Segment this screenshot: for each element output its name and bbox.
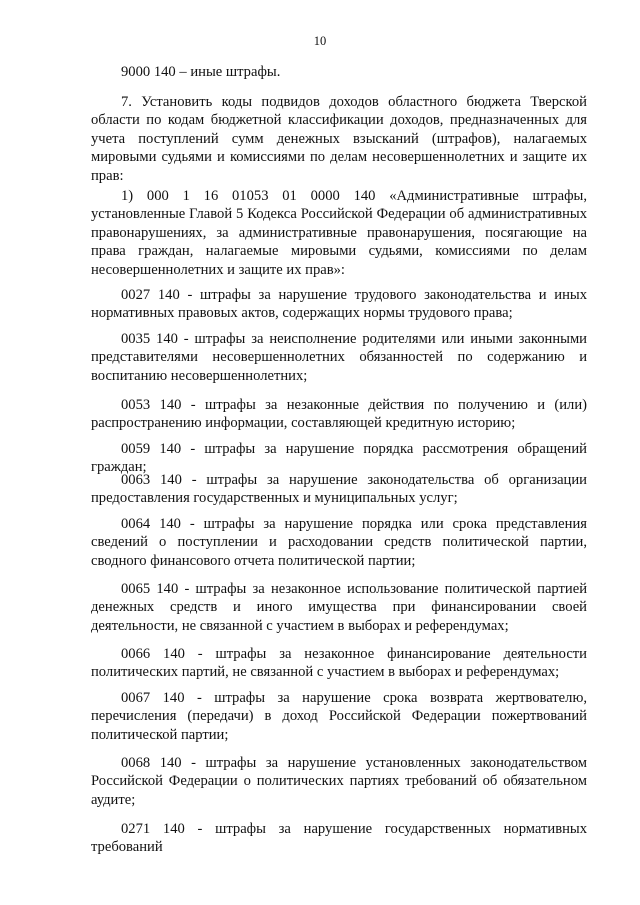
paragraph-0053: 0053 140 - штрафы за незаконные действия по получению и (или) распространению информации, составляющей кредитную историю; <box>91 397 587 432</box>
paragraph-other-fines: 9000 140 – иные штрафы. <box>121 64 281 80</box>
page-number: 10 <box>313 34 327 48</box>
paragraph-0067: 0067 140 - штрафы за нарушение срока возврата жертвователю, перечисления (передачи) в доход Российской Федерации пожертвований политической партии; <box>91 690 587 743</box>
paragraph-0066: 0066 140 - штрафы за незаконное финансирование деятельности политических партий, не связанной с участием в выборах и референдумах; <box>91 646 587 681</box>
paragraph-0064: 0064 140 - штрафы за нарушение порядка или срока представления сведений о поступлении и расходовании средств политической партии, сводного финансового отчета политической партии; <box>91 516 587 569</box>
paragraph-0035: 0035 140 - штрафы за неисполнение родителями или иными законными представителями несовершеннолетних обязанностей по содержанию и воспитанию несовершеннолетних; <box>91 331 587 384</box>
paragraph-0065: 0065 140 - штрафы за незаконное использование политической партией денежных средств и иного имущества при финансировании своей деятельности, не связанной с участием в выборах и референдумах; <box>91 581 587 634</box>
paragraph-0063: 0063 140 - штрафы за нарушение законодательства об организации предоставления государственных и муниципальных услуг; <box>91 472 587 507</box>
paragraph-0068: 0068 140 - штрафы за нарушение установленных законодательством Российской Федерации о политических партиях требований об обязательном аудите; <box>91 755 587 808</box>
paragraph-0059: 0059 140 - штрафы за нарушение порядка рассмотрения обращений граждан; <box>91 441 587 476</box>
paragraph-code-1: 1) 000 1 16 01053 01 0000 140 «Административные штрафы, установленные Главой 5 Кодекса Российской Федерации об административных правонарушениях, за административные правонарушения, посягающие на права граждан, налагаемые мировыми судьями, комиссиями по делам несовершеннолетних и защите их прав»: <box>91 188 587 278</box>
paragraph-0027: 0027 140 - штрафы за нарушение трудового законодательства и иных нормативных правовых актов, содержащих нормы трудового права; <box>91 287 587 322</box>
paragraph-item-7: 7. Установить коды подвидов доходов областного бюджета Тверской области по кодам бюджетной классификации доходов, предназначенных для учета поступлений сумм денежных взысканий (штрафов), налагаемых мировыми судьями и комиссиями по делам несовершеннолетних и защите их прав: <box>91 94 587 184</box>
paragraph-0271: 0271 140 - штрафы за нарушение государственных нормативных требований <box>91 821 587 856</box>
